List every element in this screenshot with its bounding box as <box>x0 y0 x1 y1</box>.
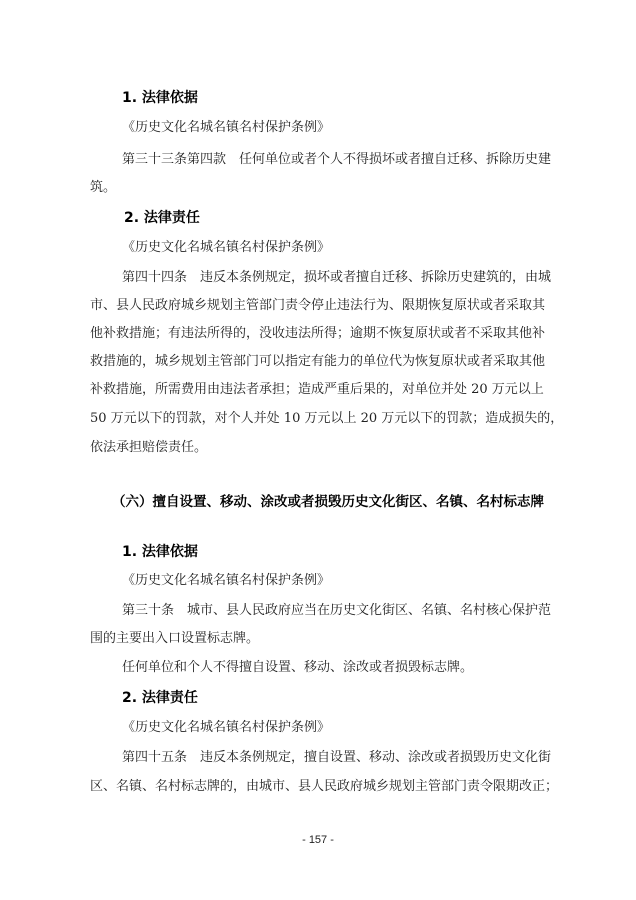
article-line: 任何单位和个人不得擅自设置、移动、涂改或者损毁标志牌。 <box>122 660 474 675</box>
page-number: - 157 - <box>302 834 334 846</box>
heading-legal-liability-2: 2. 法律责任 <box>122 690 198 706</box>
law-title: 《历史文化名城名镇名村保护条例》 <box>122 240 331 255</box>
article-line: 补救措施，所需费用由违法者承担；造成严重后果的，对单位并处 20 万元以上 <box>90 382 544 397</box>
heading-legal-basis-1: 1. 法律依据 <box>122 90 198 106</box>
section-title: （六）擅自设置、移动、涂改或者损毁历史文化街区、名镇、名村标志牌 <box>112 494 544 510</box>
heading-legal-liability-1: 2. 法律责任 <box>124 210 200 226</box>
article-line: 依法承担赔偿责任。 <box>90 440 208 455</box>
law-title: 《历史文化名城名镇名村保护条例》 <box>122 720 331 735</box>
article-line: 筑。 <box>90 180 117 195</box>
law-title: 《历史文化名城名镇名村保护条例》 <box>122 120 331 135</box>
article-line: 50 万元以下的罚款，对个人并处 10 万元以上 20 万元以下的罚款；造成损失的， <box>90 411 564 426</box>
article-line: 第四十五条 违反本条例规定，擅自设置、移动、涂改或者损毁历史文化街 <box>122 750 552 765</box>
article-line: 救措施的，城乡规划主管部门可以指定有能力的单位代为恢复原状或者采取其他 <box>90 354 546 369</box>
article-line: 第三十条 城市、县人民政府应当在历史文化街区、名镇、名村核心保护范 <box>122 603 552 618</box>
article-line: 市、县人民政府城乡规划主管部门责令停止违法行为、限期恢复原状或者采取其 <box>90 298 546 313</box>
article-line: 区、名镇、名村标志牌的，由城市、县人民政府城乡规划主管部门责令限期改正； <box>90 779 559 794</box>
heading-legal-basis-2: 1. 法律依据 <box>122 544 198 560</box>
law-title: 《历史文化名城名镇名村保护条例》 <box>122 573 331 588</box>
article-line: 他补救措施；有违法所得的，没收违法所得；逾期不恢复原状或者不采取其他补 <box>90 326 546 341</box>
article-line: 围的主要出入口设置标志牌。 <box>90 631 260 646</box>
article-line: 第三十三条第四款 任何单位或者个人不得损坏或者擅自迁移、拆除历史建 <box>122 152 552 167</box>
article-line: 第四十四条 违反本条例规定，损坏或者擅自迁移、拆除历史建筑的，由城 <box>122 270 552 285</box>
